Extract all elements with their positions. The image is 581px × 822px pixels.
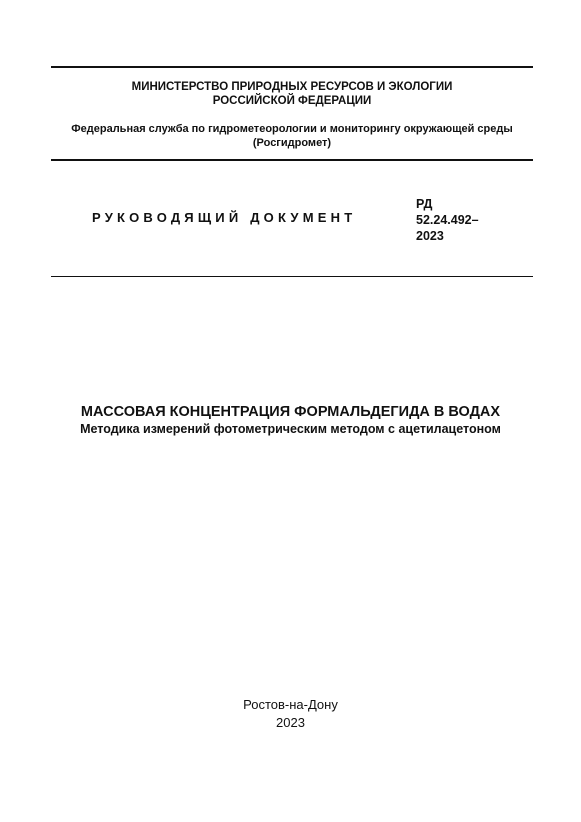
- document-type: РУКОВОДЯЩИЙ ДОКУМЕНТ: [92, 210, 357, 225]
- top-rule: [51, 66, 533, 68]
- publication-year: 2023: [276, 715, 305, 730]
- document-subtitle: Методика измерений фотометрическим методом с ацетилацетоном: [80, 422, 501, 436]
- section-rule: [51, 276, 533, 277]
- document-code-prefix: РД: [416, 197, 433, 211]
- document-title: МАССОВАЯ КОНЦЕНТРАЦИЯ ФОРМАЛЬДЕГИДА В ВОДАХ: [80, 404, 501, 420]
- service-line-2: (Росгидромет): [252, 137, 332, 149]
- document-code-year: 2023: [416, 229, 444, 243]
- header-bottom-rule: [51, 159, 533, 161]
- document-code: [416, 196, 479, 244]
- service-line-1: Федеральная служба по гидрометеорологии и мониторингу окружающей среды: [71, 123, 513, 135]
- ministry-name: [51, 80, 533, 108]
- service-name: [51, 122, 533, 150]
- ministry-line-1: МИНИСТЕРСТВО ПРИРОДНЫХ РЕСУРСОВ И ЭКОЛОГИИ: [131, 81, 453, 93]
- ministry-line-2: РОССИЙСКОЙ ФЕДЕРАЦИИ: [212, 95, 372, 107]
- publication-city: Ростов-на-Дону: [243, 697, 338, 712]
- document-code-number: 52.24.492–: [416, 213, 479, 227]
